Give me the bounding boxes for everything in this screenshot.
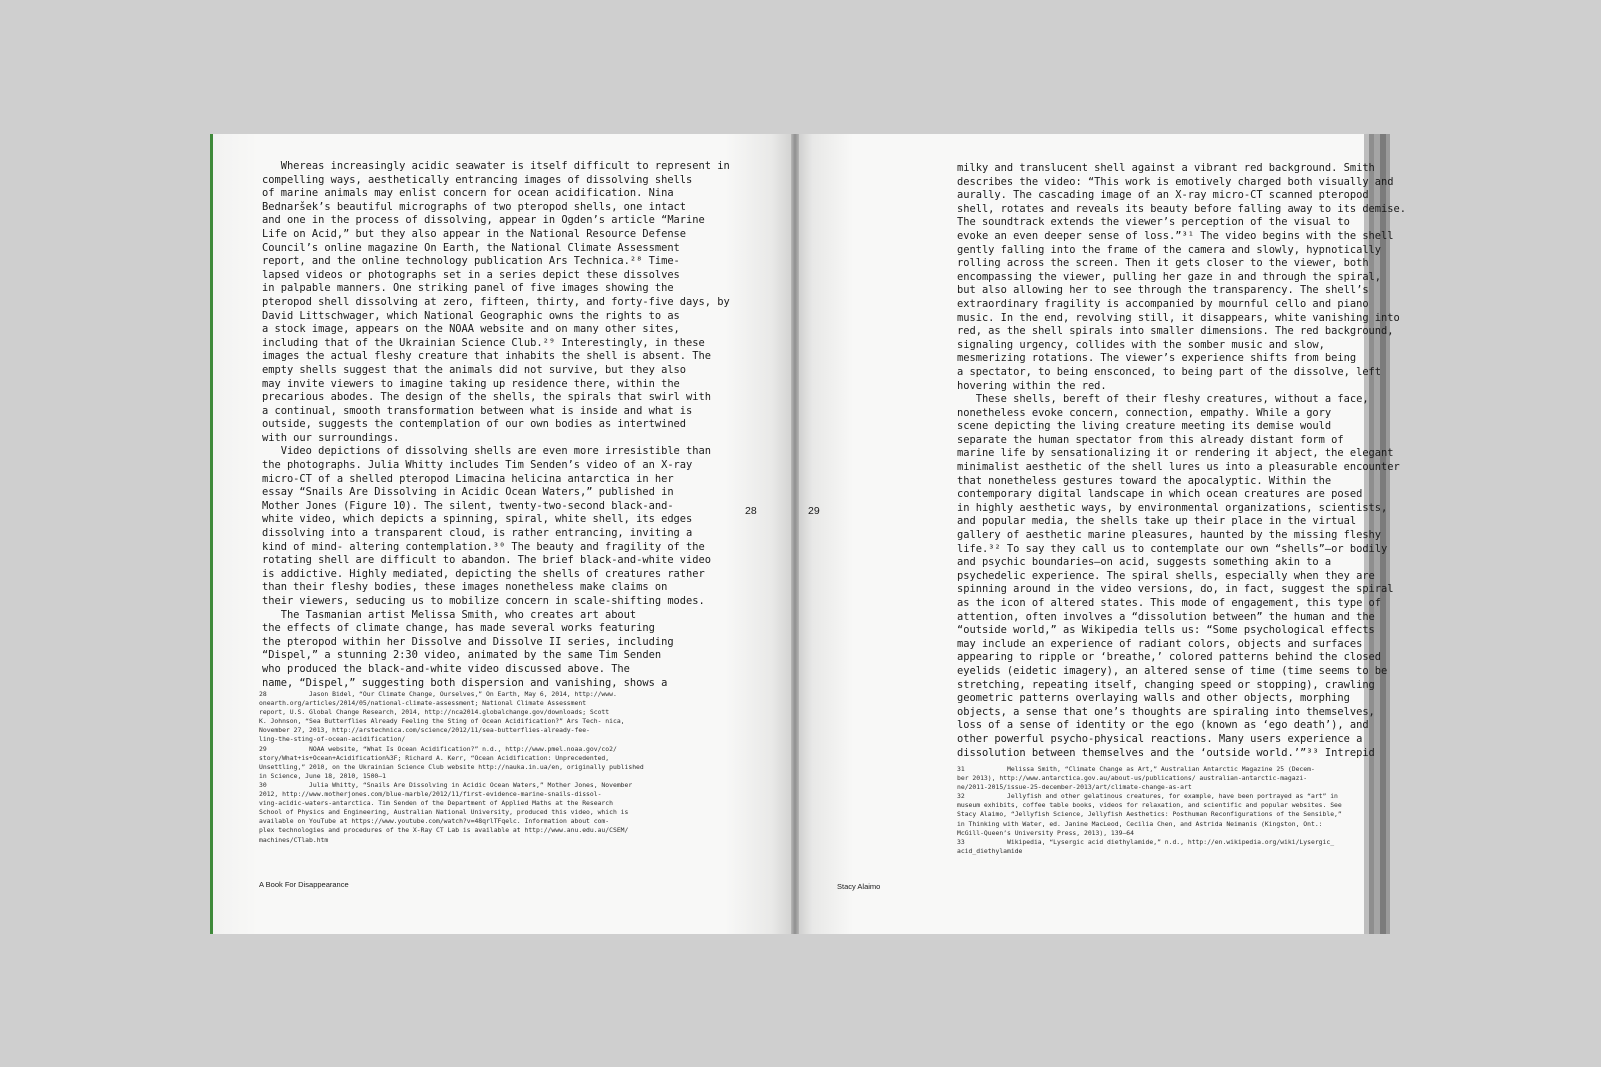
left-page-footnotes: 28 Jason Bidel, “Our Climate Change, Ourselves,” On Earth, May 6, 2014, http://www. onearth.org/articles/2014/05/national-climate-assessment; National Climate Assessment report, U.S. Global Change Research, 2014, http://nca2014.globalchange.gov/downloads; Scott K. Johnson, “Sea Butterflies Already Feeling the Sting of Ocean Acidification?” Ars Tech- nica, November 27, 2013, http://arstechnica.com/science/2012/11/sea-butterflies-already-fee- ling-the-sting-of-ocean-acidification/ 29 NOAA website, “What Is Ocean Acidification?” n.d., http://www.pmel.noaa.gov/co2/ story/What+is+Ocean+Acidification%3F; Richard A. Kerr, “Ocean Acidification: Unprecedented, Unsettling,” 2010, on the Ukrainian Science Club website http://nauka.in.ua/en, originally published in Science, June 18, 2010, 1500–1 30 Julia Whitty, “Snails Are Dissolving in Acidic Ocean Waters,” Mother Jones, November 2012, http://www.motherjones.com/blue-marble/2012/11/first-evidence-marine-snails-dissol- ving-acidic-waters-antarctica. Tim Senden of the Department of Applied Maths at the Research School of Physics and Engineering, Australian National University, produced this video, which is available on YouTube at https://www.youtube.com/watch?v=48qrlTFqelc. Information about com- plex technologies and procedures of the X-Ray CT Lab is available at http://www.anu.edu.au/CSEM/ machines/CTlab.htm [259,690,644,844]
page-edge-accent [210,134,213,934]
left-running-footer: A Book For Disappearance [259,880,349,889]
right-page-footnotes: 31 Melissa Smith, “Climate Change as Art,” Australian Antarctic Magazine 25 (Decem- ber 2013), http://www.antarctica.gov.au/about-us/publications/ australian-antarctic-magazi- ne/2011-2015/issue-25-december-2013/art/climate-change-as-art 32 Jellyfish and other gelatinous creatures, for example, have been portrayed as “art” in museum exhibits, coffee table books, videos for relaxation, and scientific and popular websites. See Stacy Alaimo, “Jellyfish Science, Jellyfish Aesthetics: Posthuman Reconfigurations of the Sensible,” in Thinking with Water, ed. Janine MacLeod, Cecilia Chen, and Astrida Neimanis (Kingston, Ont.: McGill-Queen’s University Press, 2013), 139–64 33 Wikipedia, “Lysergic acid diethylamide,” n.d., http://en.wikipedia.org/wiki/Lysergic_ acid_diethylamide [957,765,1342,855]
right-running-footer: Stacy Alaimo [837,882,881,891]
left-page-number: 28 [745,505,757,517]
right-page-body-text: milky and translucent shell against a vibrant red background. Smith describes the video: “This work is emotively charged both visually and aurally. The cascading image of an X-ray micro-CT scanned pteropod shell, rotates and reveals its beauty before falling away to its demise. The soundtrack extends the viewer’s perception of the visual to evoke an even deeper sense of loss.”³¹ The video begins with the shell gently falling into the frame of the camera and slowly, hypnotically rolling across the screen. Then it gets closer to the viewer, both encompassing the viewer, pulling her gaze in and through the spiral, but also allowing her to see through the transparency. The shell’s extraordinary fragility is accompanied by mournful cello and piano music. In the end, revolving still, it disappears, white vanishing into red, as the shell spirals into smaller dimensions. The red background, signaling urgency, collides with the somber music and slow, mesmerizing rotations. The viewer’s experience shifts from being a spectator, to being ensconced, to being part of the dissolve, left hovering within the red. These shells, bereft of their fleshy creatures, without a face, nonetheless evoke concern, connection, empathy. While a gory scene depicting the living creature meeting its demise would separate the human spectator from this already distant form of marine life by sensationalizing it or rendering it abject, the elegant minimalist aesthetic of the shell lures us into a pleasurable encounter that nonetheless gestures toward the apocalyptic. Within the contemporary digital landscape in which ocean creatures are posed in highly aesthetic ways, by environmental organizations, scientists, and popular media, the shells take up their place in the virtual gallery of aesthetic marine pleasures, haunted by the missing fleshy life.³² To say they call us to contemplate our own “shells”—or bodily and psychic boundaries—on acid, suggests something akin to a psychedelic experience. The spiral shells, especially when they are spinning around in the video versions, do, in fact, suggest the spiral as the icon of altered states. This mode of engagement, this type of attention, often involves a “dissolution between” the human and the “outside world,” as Wikipedia tells us: “Some psychological effects may include an experience of radiant colors, objects and surfaces appearing to ripple or ‘breathe,’ colored patterns behind the closed eyelids (eidetic imagery), an altered sense of time (time seems to be stretching, repeating itself, changing speed or stopping), crawling geometric patterns overlaying walls and other objects, morphing objects, a sense that one’s thoughts are spiraling into themselves, loss of a sense of identity or the ego (known as ‘ego death’), and other powerful psycho-physical reactions. Many users experience a dissolution between themselves and the ‘outside world.’”³³ Intrepid [957,162,1406,759]
book-gutter [791,134,799,934]
left-page-body-text: Whereas increasingly acidic seawater is itself difficult to represent in compelling ways, aesthetically entrancing images of dissolving shells of marine animals may enlist concern for ocean acidification. Nina Bednaršek’s beautiful micrographs of two pteropod shells, one intact and one in the process of dissolving, appear in Ogden’s article “Marine Life on Acid,” but they also appear in the National Resource Defense Council’s online magazine On Earth, the National Climate Assessment report, and the online technology publication Ars Technica.²⁸ Time- lapsed videos or photographs set in a series depict these dissolves in palpable manners. One striking panel of five images showing the pteropod shell dissolving at zero, fifteen, thirty, and forty-five days, by David Littschwager, which National Geographic owns the rights to as a stock image, appears on the NOAA website and on many other sites, including that of the Ukrainian Science Club.²⁹ Interestingly, in these images the actual fleshy creature that inhabits the shell is absent. The empty shells suggest that the animals did not survive, but they also may invite viewers to imagine taking up residence there, within the precarious abodes. The design of the shells, the spirals that swirl with a continual, smooth transformation between what is inside and what is outside, suggests the contemplation of our own bodies as intertwined with our surroundings. Video depictions of dissolving shells are even more irresistible than the photographs. Julia Whitty includes Tim Senden’s video of an X-ray micro-CT of a shelled pteropod Limacina helicina antarctica in her essay “Snails Are Dissolving in Acidic Ocean Waters,” published in Mother Jones (Figure 10). The silent, twenty-two-second black-and- white video, which depicts a spinning, spiral, white shell, its edges dissolving into a transparent cloud, is rather entrancing, inviting a kind of mind- altering contemplation.³⁰ The beauty and fragility of the rotating shell are difficult to abandon. The brief black-and-white video is addictive. Highly mediated, depicting the shells of creatures rather than their fleshy bodies, these images nonetheless make claims on their viewers, seducing us to mobilize concern in scale-shifting modes. The Tasmanian artist Melissa Smith, who creates art about the effects of climate change, has made several works featuring the pteropod within her Dissolve and Dissolve II series, including “Dispel,” a stunning 2:30 video, animated by the same Tim Senden who produced the black-and-white video discussed above. The name, “Dispel,” suggesting both dispersion and vanishing, shows a [262,160,730,689]
right-page-number: 29 [808,505,820,517]
